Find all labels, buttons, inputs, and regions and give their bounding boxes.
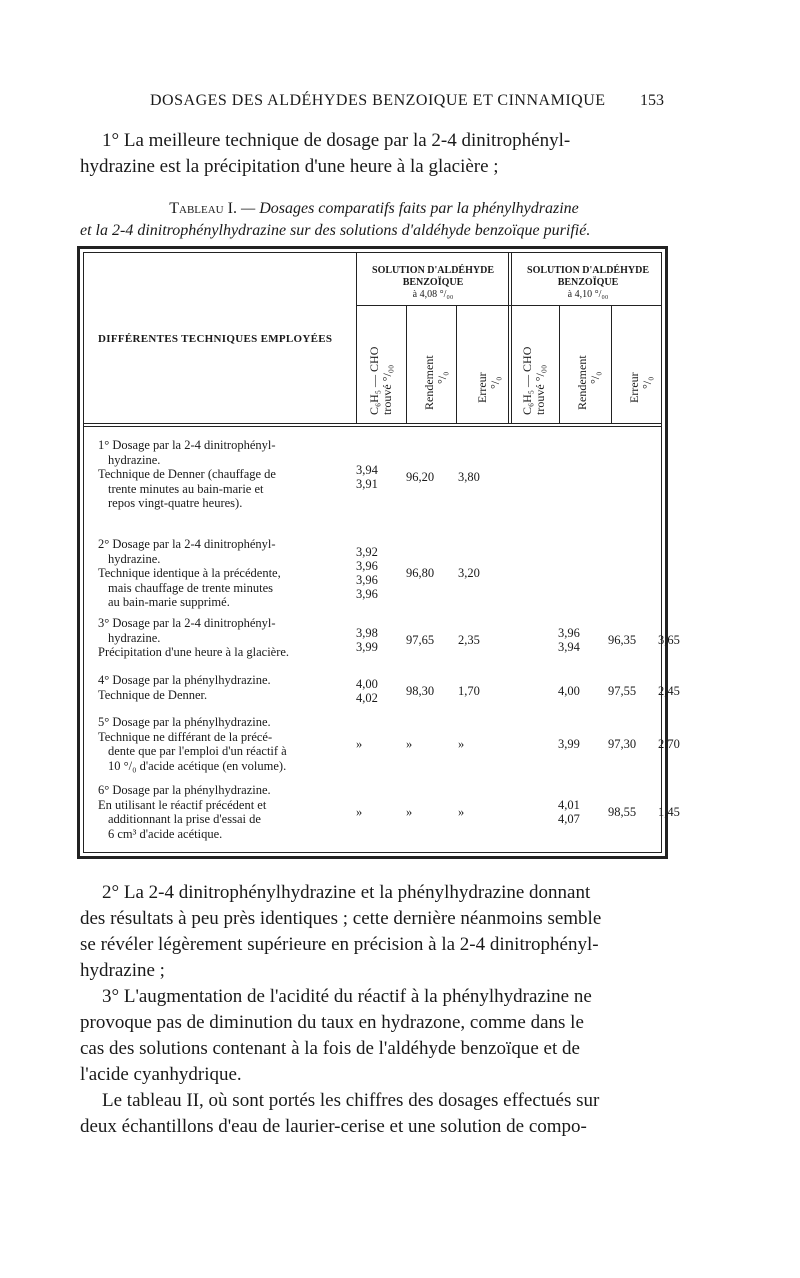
method-line: 6° Dosage par la phénylhydrazine. xyxy=(98,783,271,797)
conclusion-paragraph-1 xyxy=(80,880,668,984)
cell-value: 3,94 xyxy=(356,463,378,477)
text-line: 2° La 2-4 dinitrophénylhydrazine et la phénylhydrazine donnant xyxy=(102,882,591,903)
method-line: Technique ne différant de la précé- xyxy=(98,729,273,744)
cell-value: 3,80 xyxy=(458,470,480,484)
method-line: Technique de Denner. xyxy=(98,687,208,702)
cell-value: 98,30 xyxy=(406,684,435,698)
method-line: 5° Dosage par la phénylhydrazine. xyxy=(98,715,271,729)
cell-value: 3,99 xyxy=(558,737,580,751)
cell-value: » xyxy=(356,737,363,751)
method-line: 6 cm³ d'acide acétique. xyxy=(108,826,223,841)
method-line: dente que par l'emploi d'un réactif à xyxy=(108,744,287,758)
cell-value: 97,55 xyxy=(608,684,637,698)
cell-value: 3,96 xyxy=(356,559,378,573)
cell-value: 4,00 xyxy=(558,684,580,698)
cell-value: 3,98 xyxy=(356,626,378,640)
cell-value: 1,45 xyxy=(658,805,680,819)
caption-label: Tableau I. xyxy=(169,200,237,217)
method-line: 4° Dosage par la phénylhydrazine. xyxy=(98,673,271,687)
method-line: additionnant la prise d'essai de xyxy=(108,812,261,826)
cell-value: 97,30 xyxy=(608,737,637,751)
cell-value: 2,45 xyxy=(658,684,680,698)
conclusion-paragraph-3 xyxy=(80,1088,668,1140)
intro-line: 1° La meilleure technique de dosage par la 2-4 dinitrophényl- xyxy=(102,130,571,151)
cell-value: 3,94 xyxy=(558,640,580,654)
method-line: au bain-marie supprimé. xyxy=(108,595,230,609)
row-method-text xyxy=(98,438,370,511)
cell-found-values xyxy=(558,626,580,654)
intro-paragraph xyxy=(80,128,668,180)
cell-value: » xyxy=(406,805,413,819)
cell-value: 2,35 xyxy=(458,633,480,647)
cell-found-values xyxy=(356,626,378,654)
row-method-text xyxy=(98,673,370,702)
cell-found-values xyxy=(356,463,378,491)
caption-line-1: — Dosages comparatifs faits par la phénylhydrazine xyxy=(236,200,579,217)
method-line: 2° Dosage par la 2-4 dinitrophényl- xyxy=(98,537,276,551)
cell-value: » xyxy=(458,805,465,819)
method-line: repos vingt-quatre heures). xyxy=(108,496,243,510)
cell-value: 97,65 xyxy=(406,633,435,647)
method-line: mais chauffage de trente minutes xyxy=(108,580,273,595)
cell-value: 4,00 xyxy=(356,677,378,691)
method-line: hydrazine. xyxy=(108,630,161,645)
col-header-yield-1: Rendement °/₀ xyxy=(422,355,449,410)
header-rule xyxy=(84,423,661,424)
row-method-text xyxy=(98,537,370,610)
cell-value: 3,65 xyxy=(658,633,680,647)
col-rule xyxy=(456,305,457,423)
col-header-yield-2: Rendement °/₀ xyxy=(575,355,602,410)
cell-value: » xyxy=(356,805,363,819)
cell-found-values xyxy=(356,545,378,601)
conclusion-paragraph-2 xyxy=(80,984,668,1088)
cell-value: 96,80 xyxy=(406,566,435,580)
text-line: Le tableau II, où sont portés les chiffres des dosages effectués sur xyxy=(102,1090,600,1111)
method-line: Technique de Denner (chauffage de xyxy=(98,467,276,481)
cell-found-values xyxy=(356,805,362,819)
intro-line: hydrazine est la précipitation d'une heure à la glacière ; xyxy=(80,156,499,177)
data-table xyxy=(77,246,680,859)
cell-found-values xyxy=(558,798,580,826)
method-line: hydrazine. xyxy=(108,452,161,467)
row-method-text xyxy=(98,715,370,773)
text-line: deux échantillons d'eau de laurier-cerise et une solution de compo- xyxy=(80,1116,587,1137)
cell-value: 3,96 xyxy=(356,573,378,587)
cell-value: 4,02 xyxy=(356,691,378,705)
table-inner-border xyxy=(83,252,680,853)
method-line: hydrazine. xyxy=(108,551,161,566)
cell-found-values xyxy=(558,737,580,751)
row-method-text xyxy=(98,783,370,841)
cell-value: 3,92 xyxy=(356,545,378,559)
text-line: l'acide cyanhydrique. xyxy=(80,1064,242,1085)
method-line: 10 °/₀ d'acide acétique (en volume). xyxy=(108,758,287,773)
text-line: hydrazine ; xyxy=(80,960,165,981)
col-rule xyxy=(559,305,560,423)
cell-value: 1,70 xyxy=(458,684,480,698)
col-header-error-2: Erreur °/₀ xyxy=(627,372,654,403)
page-number: 153 xyxy=(640,92,664,109)
cell-found-values xyxy=(356,677,378,705)
method-line: Précipitation d'une heure à la glacière. xyxy=(98,645,290,659)
text-line: cas des solutions contenant à la fois de l'aldéhyde benzoïque et de xyxy=(80,1038,580,1059)
group-header-2: SOLUTION D'ALDÉHYDE BENZOÏQUE à 4,10 °/₀₀ xyxy=(527,265,649,300)
col-rule xyxy=(508,253,509,423)
col-rule xyxy=(356,253,357,423)
cell-found-values xyxy=(558,684,580,698)
col-rule xyxy=(406,305,407,423)
method-line: trente minutes au bain-marie et xyxy=(108,481,264,496)
col-header-found-2: C₆H₅ — CHO trouvé °/₀₀ xyxy=(520,346,547,415)
cell-found-values xyxy=(356,737,362,751)
cell-value: 3,99 xyxy=(356,640,378,654)
header-title: DOSAGES DES ALDÉHYDES BENZOIQUE ET CINNAMIQUE xyxy=(150,92,606,109)
text-line: se révéler légèrement supérieure en précision à la 2-4 dinitrophényl- xyxy=(80,934,599,955)
running-header xyxy=(0,92,800,116)
cell-value: 3,91 xyxy=(356,477,378,491)
cell-value: 2.70 xyxy=(658,737,680,751)
method-header: DIFFÉRENTES TECHNIQUES EMPLOYÉES xyxy=(98,333,333,345)
header-rule-double xyxy=(84,426,661,427)
caption-line-2: et la 2-4 dinitrophénylhydrazine sur des solutions d'aldéhyde benzoïque purifié. xyxy=(80,222,591,239)
cell-value: 3,96 xyxy=(356,587,378,601)
table-caption xyxy=(80,198,668,242)
method-line: Technique identique à la précédente, xyxy=(98,566,281,580)
col-header-found-1: C₆H₅ — CHO trouvé °/₀₀ xyxy=(367,346,394,415)
cell-value: 4,07 xyxy=(558,812,580,826)
cell-value: » xyxy=(406,737,413,751)
cell-value: 96,20 xyxy=(406,470,435,484)
group-header-1: SOLUTION D'ALDÉHYDE BENZOÏQUE à 4,08 °/₀₀ xyxy=(372,265,494,300)
col-header-error-1: Erreur °/₀ xyxy=(475,372,502,403)
cell-value: 98,55 xyxy=(608,805,637,819)
text-line: provoque pas de diminution du taux en hydrazone, comme dans le xyxy=(80,1012,584,1033)
cell-value: » xyxy=(458,737,465,751)
cell-value: 96,35 xyxy=(608,633,637,647)
cell-value: 3,20 xyxy=(458,566,480,580)
method-line: 1° Dosage par la 2-4 dinitrophényl- xyxy=(98,438,276,452)
cell-value: 4,01 xyxy=(558,798,580,812)
cell-value: 3,96 xyxy=(558,626,580,640)
row-method-text xyxy=(98,616,370,660)
method-line: 3° Dosage par la 2-4 dinitrophényl- xyxy=(98,616,276,630)
col-rule xyxy=(611,305,612,423)
method-line: En utilisant le réactif précédent et xyxy=(98,797,267,812)
text-line: 3° L'augmentation de l'acidité du réactif à la phénylhydrazine ne xyxy=(102,986,592,1007)
text-line: des résultats à peu près identiques ; cette dernière néanmoins semble xyxy=(80,908,602,929)
